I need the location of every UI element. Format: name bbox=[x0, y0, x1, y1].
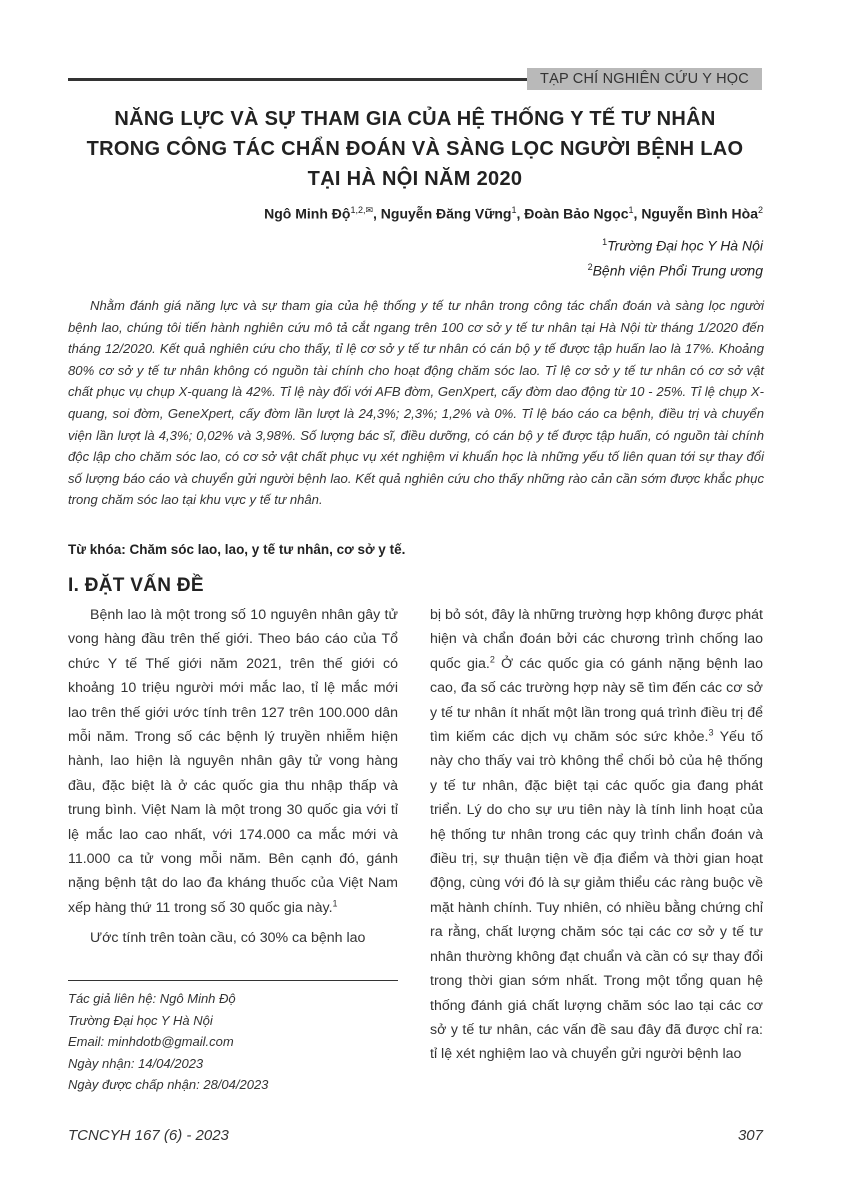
paragraph-text: Yếu tố này cho thấy vai trò không thể chối bỏ của hệ thống y tế tư nhân, đặc biệt tại các quốc gia đang phát triển. Lý do cho sự ưu tiên này là tính linh hoạt của hệ thống tư nhân trong các quy trình chẩn đoán và điều trị, sự thuận tiện về địa điểm và thời gian hoạt động, cùng với đó là sự giảm thiểu các ràng buộc về mặt hành chính. Tuy nhiên, có nhiều bằng chứng chỉ ra rằng, chất lượng chăm sóc tại các cơ sở y tế tư nhân thường không đạt chuẩn và cần có sự thay đổi trong thời gian sớm nhất. Trong một tổng quan hệ thống đánh giá chất lượng chăm sóc lao tại các cơ sở y tế tư nhân, các vấn đề sau đây đã được chỉ ra: tỉ lệ xét nghiệm lao và chuyển gửi người bệnh lao bbox=[430, 729, 763, 1063]
affiliation bbox=[602, 237, 763, 254]
paragraph-text: Ở các quốc gia có gánh nặng bệnh lao cao, đa số các trường hợp này sẽ tìm đến các cơ sở y tế tư nhân ít nhất một lần trong quá trình điều trị để tìm kiếm các dịch vụ chăm sóc sức khỏe. bbox=[430, 655, 763, 746]
title-line: TRONG CÔNG TÁC CHẨN ĐOÁN VÀ SÀNG LỌC NGƯỜI BỆNH LAO bbox=[86, 138, 744, 160]
author-affiliation-ref: 1 bbox=[511, 205, 517, 215]
body-paragraph bbox=[68, 603, 398, 920]
paragraph-text: Bệnh lao là một trong số 10 nguyên nhân gây tử vong hàng đầu trên thế giới. Theo báo cáo của Tổ chức Y tế Thế giới năm 2021, trên thế giới có khoảng 10 triệu người mới mắc lao, tỉ lệ mắc mới lao trên thế giới ước tính trên 127 trên 100.000 dân mỗi năm. Trong số các bệnh lý truyền nhiễm hiện hành, lao hiện là nguyên nhân gây tử vong hàng đầu, đặc biệt là ở các quốc gia thu nhập thấp và trung bình. Việt Nam là một trong 30 quốc gia với tỉ lệ mắc lao cao nhất, với 174.000 ca mắc mới và 11.000 ca tử vong mỗi năm. Bên cạnh đó, gánh nặng bệnh tật do lao đa kháng thuốc của Việt Nam xếp hàng thứ 11 trong số 30 quốc gia này. bbox=[68, 607, 398, 916]
right-column bbox=[430, 603, 763, 1067]
contact-author: Tác giả liên hệ: Ngô Minh Độ bbox=[68, 991, 236, 1006]
affiliation-name: Bệnh viện Phổi Trung ương bbox=[592, 262, 763, 279]
citation-ref: 3 bbox=[708, 727, 714, 738]
author-name: Đoàn Bảo Ngọc bbox=[524, 205, 629, 222]
page-number: 307 bbox=[737, 1127, 763, 1144]
author-separator: , bbox=[373, 205, 381, 222]
received-date: Ngày nhận: 14/04/2023 bbox=[68, 1055, 204, 1071]
citation-ref: 2 bbox=[489, 654, 495, 665]
affiliation-name: Trường Đại học Y Hà Nội bbox=[607, 237, 763, 254]
author-affiliation-ref: 1,2,✉ bbox=[350, 205, 373, 215]
author-affiliation-ref: 2 bbox=[757, 205, 763, 215]
section-heading: I. ĐẶT VẤN ĐỀ bbox=[68, 575, 204, 596]
citation-ref: 1 bbox=[332, 898, 338, 909]
footer-journal: TCNCYH 167 (6) - 2023 bbox=[68, 1127, 229, 1144]
footnote-rule bbox=[68, 980, 398, 981]
author-separator: , bbox=[633, 205, 642, 222]
contact-email: Email: minhdotb@gmail.com bbox=[68, 1034, 234, 1050]
author-list bbox=[264, 205, 763, 222]
author-affiliation-ref: 1 bbox=[628, 205, 634, 215]
affiliation-number: 1 bbox=[602, 237, 608, 247]
keywords: Từ khóa: Chăm sóc lao, lao, y tế tư nhân, cơ sở y tế. bbox=[68, 542, 406, 557]
affiliation bbox=[588, 262, 763, 279]
author-name: Ngô Minh Độ bbox=[264, 205, 351, 222]
author-name: Nguyễn Đăng Vững bbox=[380, 205, 512, 222]
paragraph-text: bị bỏ sót, đây là những trường hợp không được phát hiện và chẩn đoán bởi các chương trình chống lao quốc gia. bbox=[430, 607, 763, 672]
body-paragraph: Ước tính trên toàn cầu, có 30% ca bệnh lao bbox=[90, 930, 366, 947]
abstract: Nhằm đánh giá năng lực và sự tham gia của hệ thống y tế tư nhân trong công tác chẩn đoán và sàng lọc người bệnh lao, chúng tôi tiến hành nghiên cứu mô tả cắt ngang trên 100 cơ sở y tế tư nhân tại Hà Nội từ tháng 1/2020 đến tháng 12/2020. Kết quả nghiên cứu cho thấy, tỉ lệ cơ sở y tế tư nhân có cán bộ y tế được tập huấn lao là 17%. Khoảng 80% cơ sở y tế tư nhân không có nguồn tài chính cho hoạt động chăm sóc lao. Tỉ lệ cơ sở y tế tư nhân có cơ sở vật chất phục vụ chụp X-quang là 42%. Tỉ lệ này đối với AFB đờm, GenXpert, cấy đờm dao động từ 10 - 25%. Tỉ lệ chụp X-quang, soi đờm, GeneXpert, cấy đờm lần lượt là 24,3%; 2,3%; 1,2% và 0%. Tỉ lệ báo cáo ca bệnh, điều trị và chuyển viện lần lượt là 4,3%; 0,02% và 3,98%. Số lượng bác sĩ, điều dưỡng, có cán bộ y tế được tập huấn, có nguồn tài chính độc lập cho chăm sóc lao, có cơ sở vật chất phục vụ xét nghiệm vi khuẩn học là những yếu tố liên quan tới sự thay đổi số lượng báo cáo và chuyển gửi người bệnh lao. Kết quả nghiên cứu cho thấy những rào cản cần sớm được khắc phục trong chăm sóc lao tại khu vực y tế tư nhân. bbox=[68, 298, 764, 508]
left-column bbox=[68, 603, 398, 951]
body-paragraph bbox=[430, 603, 763, 1067]
author-separator: , bbox=[516, 205, 525, 222]
article-title bbox=[68, 104, 762, 194]
author-name: Nguyễn Bình Hòa bbox=[641, 205, 758, 222]
accepted-date: Ngày được chấp nhận: 28/04/2023 bbox=[68, 1077, 269, 1093]
correspondence-footnote bbox=[68, 988, 398, 1096]
title-line: NĂNG LỰC VÀ SỰ THAM GIA CỦA HỆ THỐNG Y TẾ TƯ NHÂN bbox=[114, 108, 716, 130]
title-line: TẠI HÀ NỘI NĂM 2020 bbox=[307, 168, 523, 190]
contact-institution: Trường Đại học Y Hà Nội bbox=[68, 1012, 213, 1028]
journal-tag: TẠP CHÍ NGHIÊN CỨU Y HỌC bbox=[527, 68, 762, 90]
affiliation-number: 2 bbox=[587, 262, 593, 272]
